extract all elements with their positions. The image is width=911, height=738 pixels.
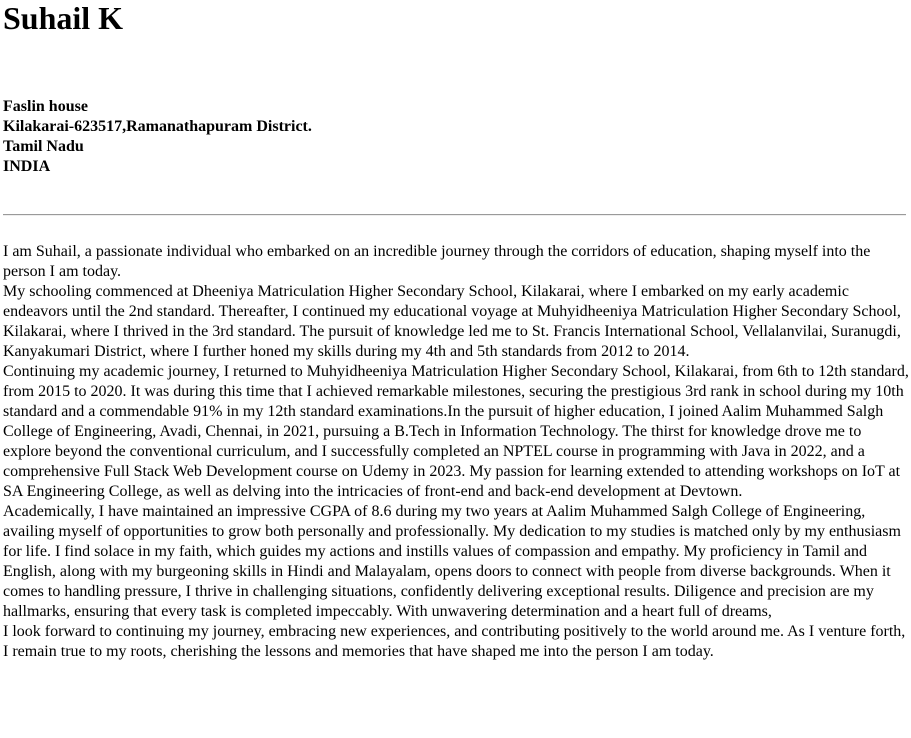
address-line-country: INDIA — [3, 158, 51, 175]
page-title: Suhail K — [3, 0, 124, 36]
address-line-house: Faslin house — [3, 98, 88, 115]
address-block — [3, 97, 312, 177]
bio-paragraph-schooling: My schooling commenced at Dheeniya Matriculation Higher Secondary School, Kilakarai, where I embarked on my early academic endeavors until the 2nd standard. Thereafter, I continued my educational voyage at Muhyidheeniya Matriculation Higher Secondary School, Kilakarai, where I thrived in the 3rd standard. The pursuit of knowledge led me to St. Francis International School, Vellalanvilai, Suranugdi, Kanyakumari District, where I further honed my skills during my 4th and 5th standards from 2012 to 2014. — [3, 283, 901, 360]
bio-paragraph-closing: I look forward to continuing my journey, embracing new experiences, and contributing positively to the world around me. As I venture forth, I remain true to my roots, cherishing the lessons and memories that have shaped me into the person I am today. — [3, 623, 906, 660]
bio-paragraph-education: Continuing my academic journey, I returned to Muhyidheeniya Matriculation Higher Secondary School, Kilakarai, from 6th to 12th standard, from 2015 to 2020. It was during this time that I achieved remarkable milestones, securing the prestigious 3rd rank in school during my 10th standard and a commendable 91% in my 12th standard examinations.In the pursuit of higher education, I joined Aalim Muhammed Salgh College of Engineering, Avadi, Chennai, in 2021, pursuing a B.Tech in Information Technology. The thirst for knowledge drove me to explore beyond the conventional curriculum, and I successfully completed an NPTEL course in programming with Java in 2022, and a comprehensive Full Stack Web Development course on Udemy in 2023. My passion for learning extended to attending workshops on IoT at SA Engineering College, as well as delving into the intricacies of front-end and back-end development at Devtown. — [3, 363, 909, 500]
bio-section — [3, 242, 909, 662]
address-line-state: Tamil Nadu — [3, 138, 84, 155]
bio-paragraph-intro: I am Suhail, a passionate individual who embarked on an incredible journey through the corridors of education, shaping myself into the person I am today. — [3, 243, 871, 280]
bio-paragraph-academics: Academically, I have maintained an impressive CGPA of 8.6 during my two years at Aalim Muhammed Salgh College of Engineering, availing myself of opportunities to grow both personally and professionally. My dedication to my studies is matched only by my enthusiasm for life. I find solace in my faith, which guides my actions and instills values of compassion and empathy. My proficiency in Tamil and English, along with my burgeoning skills in Hindi and Malayalam, opens doors to connect with people from diverse backgrounds. When it comes to handling pressure, I thrive in challenging situations, confidently delivering exceptional results. Diligence and precision are my hallmarks, ensuring that every task is completed impeccably. With unwavering determination and a heart full of dreams, — [3, 503, 901, 620]
address-line-city: Kilakarai-623517,Ramanathapuram District. — [3, 118, 312, 135]
section-divider — [3, 214, 906, 216]
